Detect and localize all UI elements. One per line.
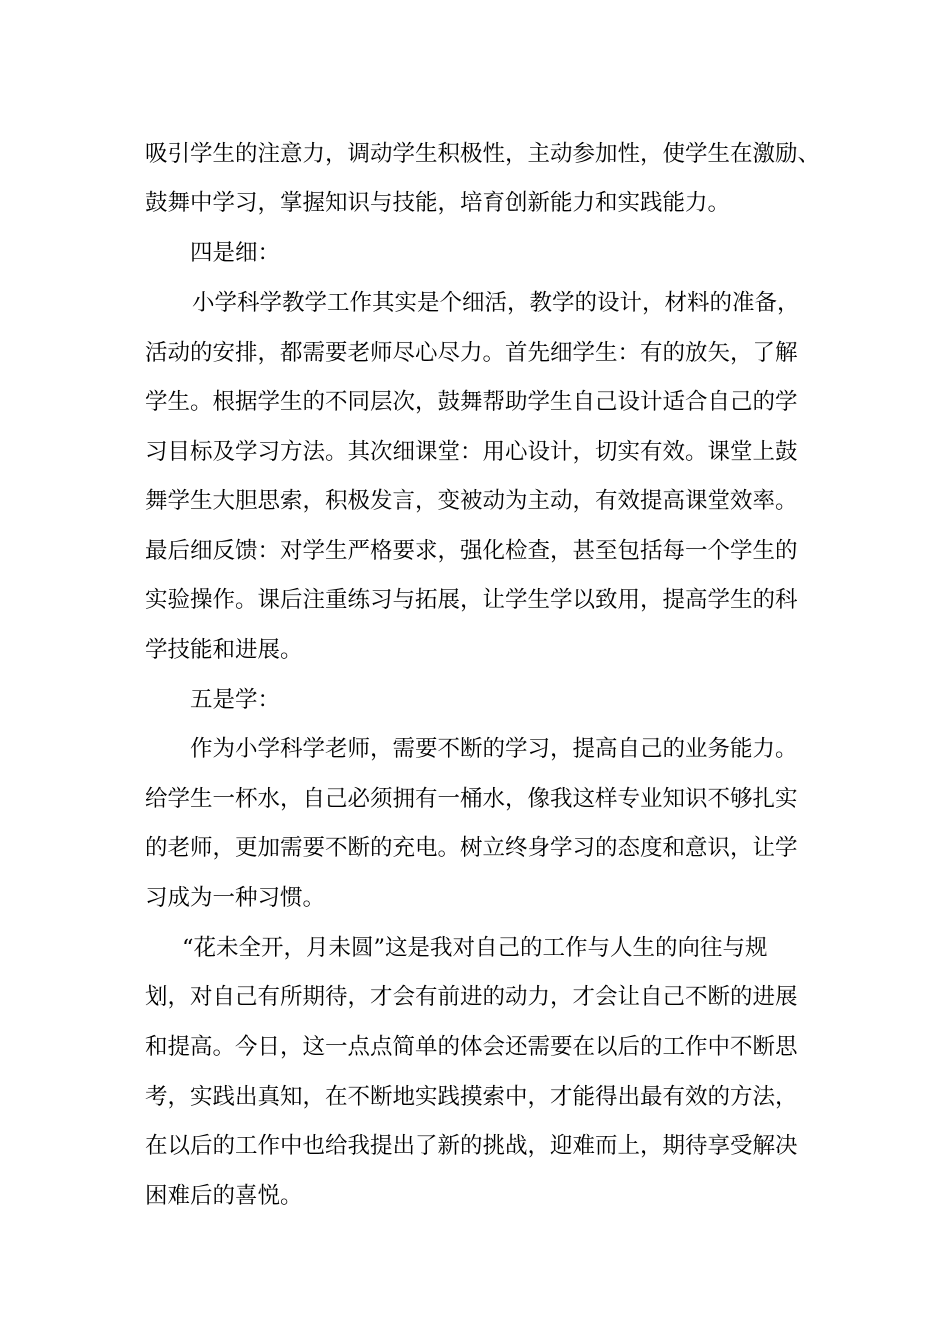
text-line-11: 学技能和进展。 [145,637,303,663]
text-line-16: 习成为一种习惯。 [145,885,326,911]
text-line-1: 吸引学生的注意力，调动学生积极性，主动参加性，使学生在激励、 [145,141,821,167]
text-line-22: 困难后的喜悦。 [145,1183,303,1209]
text-line-20: 考，实践出真知，在不断地实践摸索中，才能得出最有效的方法， [145,1084,798,1110]
text-line-2: 鼓舞中学习，掌握知识与技能，培育创新能力和实践能力。 [145,190,731,216]
text-line-9: 最后细反馈：对学生严格要求，强化检查，甚至包括每一个学生的 [145,538,798,564]
text-line-17: “花未全开，月未圆”这是我对自己的工作与人生的向往与规 [182,935,768,961]
text-line-8: 舞学生大胆思索，积极发言，变被动为主动，有效提高课堂效率。 [145,488,798,514]
text-line-7: 习目标及学习方法。其次细课堂：用心设计，切实有效。课堂上鼓 [145,439,798,465]
text-line-13: 作为小学科学老师，需要不断的学习，提高自己的业务能力。 [190,736,798,762]
text-line-19: 和提高。今日，这一点点简单的体会还需要在以后的工作中不断思 [145,1034,798,1060]
text-line-21: 在以后的工作中也给我提出了新的挑战，迎难而上，期待享受解决 [145,1133,798,1159]
text-line-14: 给学生一杯水，自己必须拥有一桶水，像我这样专业知识不够扎实 [145,786,798,812]
text-line-10: 实验操作。课后注重练习与拓展，让学生学以致用，提高学生的科 [145,587,798,613]
text-line-18: 划，对自己有所期待，才会有前进的动力，才会让自己不断的进展 [145,984,798,1010]
text-line-5: 活动的安排，都需要老师尽心尽力。首先细学生：有的放矢，了解 [145,340,798,366]
section-heading-5: 五是学： [190,687,281,713]
text-line-15: 的老师，更加需要不断的充电。树立终身学习的态度和意识，让学 [145,835,798,861]
text-line-6: 学生。根据学生的不同层次，鼓舞帮助学生自己设计适合自己的学 [145,389,798,415]
section-heading-4: 四是细： [190,240,281,266]
text-line-4: 小学科学教学工作其实是个细活，教学的设计，材料的准备， [192,290,800,316]
